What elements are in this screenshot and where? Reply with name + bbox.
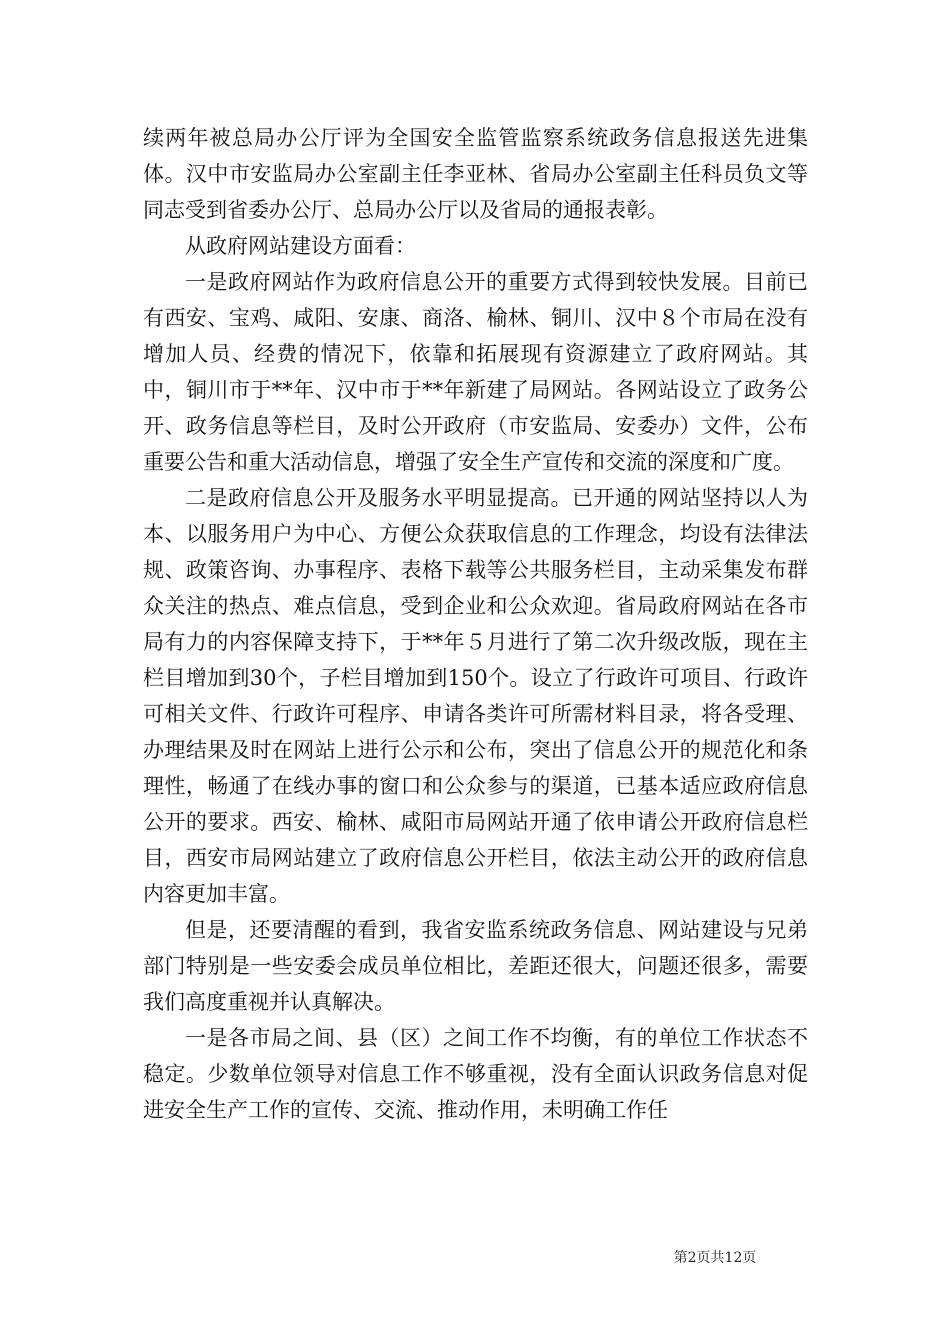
paragraph-gap-statement: 但是，还要清醒的看到，我省安监系统政务信息、网站建设与兄弟部门特别是一些安委会成员单位相比，差距还很大，问题还很多，需要我们高度重视并认真解决。 bbox=[143, 918, 808, 1014]
page-footer bbox=[0, 1247, 950, 1267]
paragraph-service-level: 二是政府信息公开及服务水平明显提高。已开通的网站坚持以人为本、以服务用户为中心、方便公众获取信息的工作理念，均设有法律法规、政策咨询、办事程序、表格下载等公共服务栏目，主动采集发布群众关注的热点、难点信息，受到企业和公众欢迎。省局政府网站在各市局有力的内容保障支持下，于**年５月进行了第二次升级改版，现在主栏目增加到30个，子栏目增加到150个。设立了行政许可项目、行政许可相关文件、行政许可程序、申请各类许可所需材料目录，将各受理、办理结果及时在网站上进行公示和公布，突出了信息公开的规范化和条理性，畅通了在线办事的窗口和公众参与的渠道，已基本适应政府信息公开的要求。西安、榆林、咸阳市局网站开通了依申请公开政府信息栏目，西安市局网站建立了政府信息公开栏目，依法主动公开的政府信息内容更加丰富。 bbox=[143, 486, 808, 906]
paragraph-continuation: 续两年被总局办公厅评为全国安全监管监察系统政务信息报送先进集体。汉中市安监局办公室副主任李亚林、省局办公室副主任科员负文等同志受到省委办公厅、总局办公厅以及省局的通报表彰。 bbox=[143, 126, 808, 222]
paragraph-website-heading: 从政府网站建设方面看： bbox=[185, 234, 416, 258]
paragraph-imbalance: 一是各市局之间、县（区）之间工作不均衡，有的单位工作状态不稳定。少数单位领导对信息工作不够重视，没有全面认识政务信息对促进安全生产工作的宣传、交流、推动作用，未明确工作任 bbox=[143, 1026, 808, 1122]
page-number: 第2页共12页 bbox=[673, 1250, 757, 1266]
paragraph-website-development: 一是政府网站作为政府信息公开的重要方式得到较快发展。目前已有西安、宝鸡、咸阳、安康、商洛、榆林、铜川、汉中８个市局在没有增加人员、经费的情况下，依靠和拓展现有资源建立了政府网站。其中，铜川市于**年、汉中市于**年新建了局网站。各网站设立了政务公开、政务信息等栏目，及时公开政府（市安监局、安委办）文件，公布重要公告和重大活动信息，增强了安全生产宣传和交流的深度和广度。 bbox=[143, 270, 808, 474]
document-body bbox=[143, 120, 808, 1128]
